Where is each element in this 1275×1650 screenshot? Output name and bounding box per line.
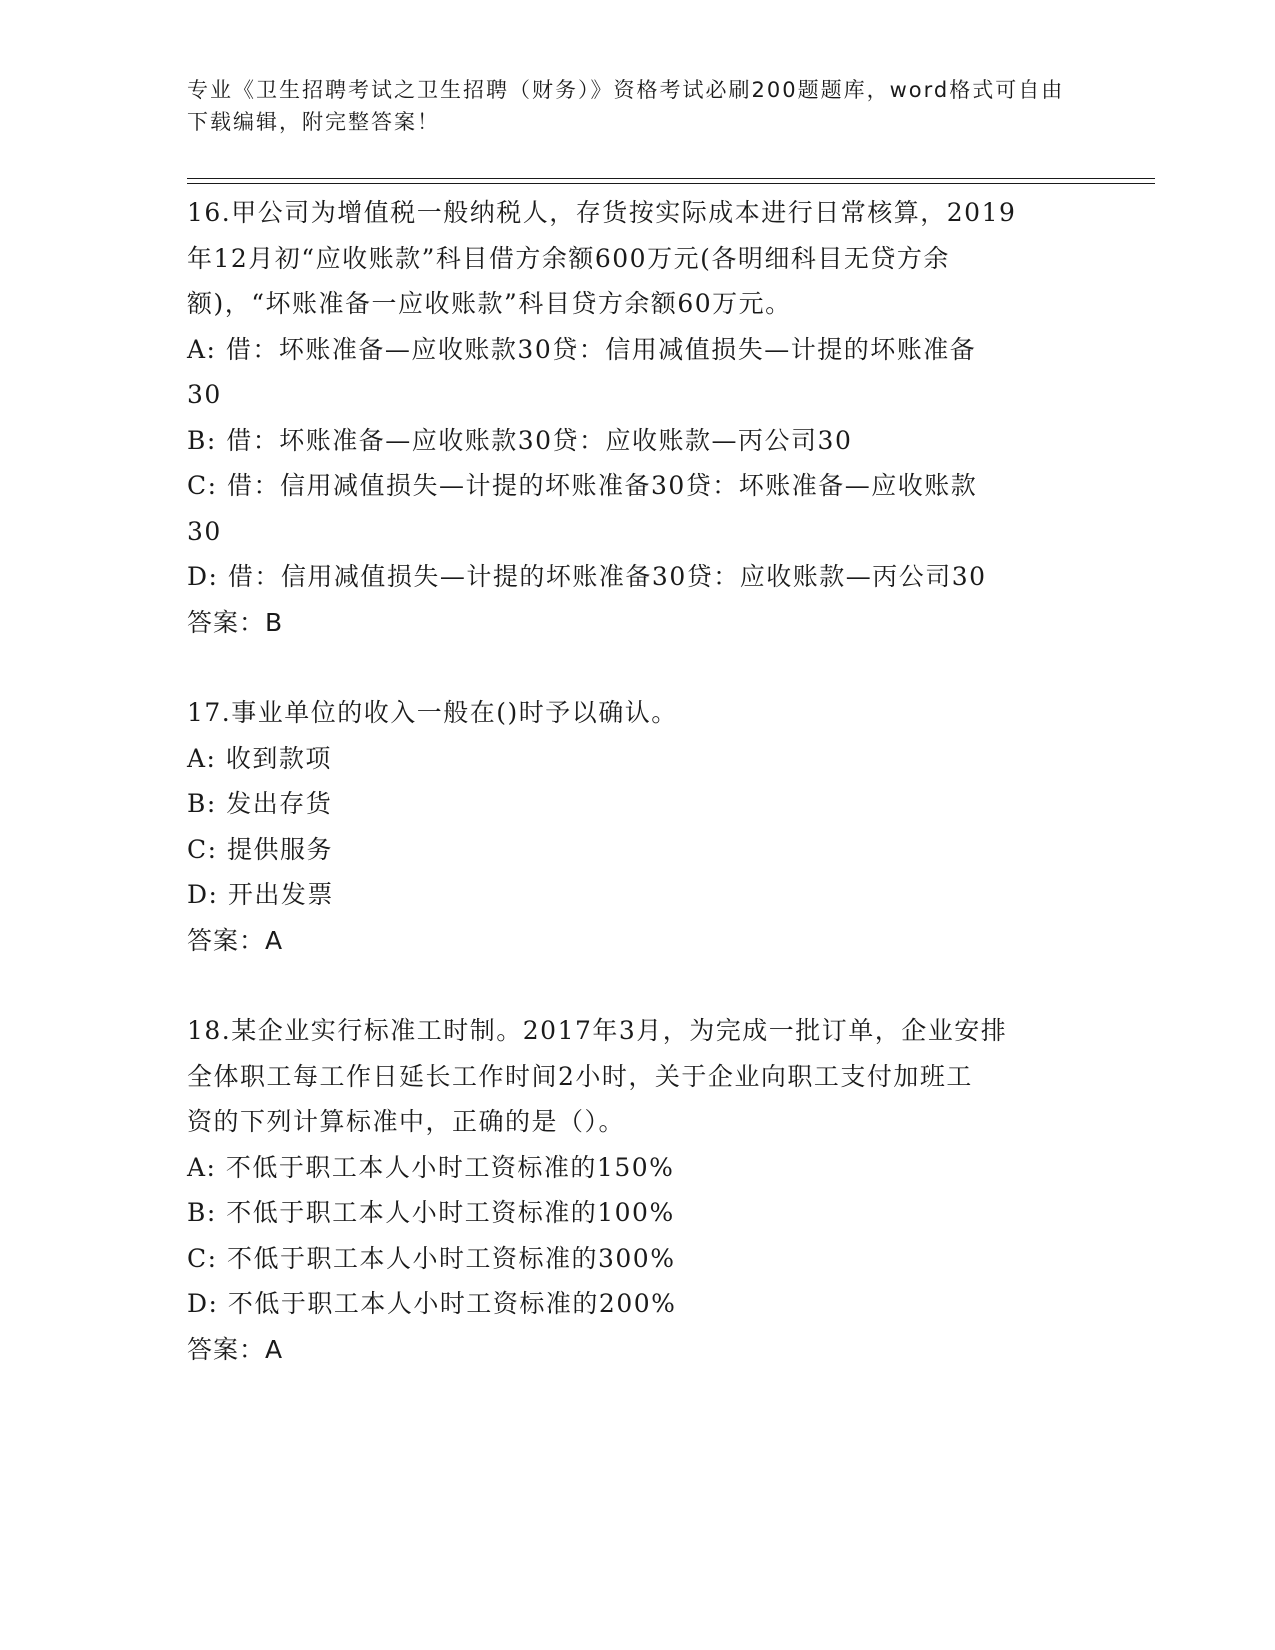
question-stem-line: 额)，“坏账准备一应收账款”科目贷方余额60万元。 [187,289,792,318]
option-line: A: 不低于职工本人小时工资标准的150% [187,1152,675,1182]
header-rule-double [187,183,1155,184]
option-line: A: 借：坏账准备—应收账款30贷：信用减值损失—计提的坏账准备 [187,334,977,364]
question-16 [187,190,1087,645]
question-spacer [187,963,1087,1008]
question-stem-line: 17.事业单位的收入一般在()时予以确认。 [187,698,678,727]
question-18 [187,1008,1087,1372]
question-stem-line: 18.某企业实行标准工时制。2017年3月，为完成一批订单，企业安排 [187,1016,1008,1045]
header-rule [187,178,1155,179]
answer-line: 答案：A [187,925,284,955]
option-line: 30 [187,516,222,546]
option-line: C: 提供服务 [187,834,333,864]
option-line: D: 借：信用减值损失—计提的坏账准备30贷：应收账款—丙公司30 [187,562,987,591]
option-line: 30 [187,380,222,409]
option-line: D: 开出发票 [187,880,334,909]
option-line: B: 发出存货 [187,789,333,818]
question-stem-line: 资的下列计算标准中，正确的是（）。 [187,1107,626,1136]
option-line: C: 不低于职工本人小时工资标准的300% [187,1243,676,1273]
option-line: A: 收到款项 [187,743,332,773]
option-line: C: 借：信用减值损失—计提的坏账准备30贷：坏账准备—应收账款 [187,471,978,500]
option-line: D: 不低于职工本人小时工资标准的200% [187,1289,677,1318]
question-list [187,190,1087,1372]
question-stem-line: 16.甲公司为增值税一般纳税人，存货按实际成本进行日常核算，2019 [187,198,1017,227]
page-header: 专业《卫生招聘考试之卫生招聘（财务）》资格考试必刷200题题库，word格式可自由下载编辑，附完整答案！ [187,78,1065,134]
answer-line: 答案：A [187,1334,284,1364]
answer-line: 答案：B [187,607,284,637]
question-17 [187,690,1087,963]
question-stem-line: 年12月初“应收账款”科目借方余额600万元(各明细科目无贷方余 [187,243,950,273]
question-spacer [187,645,1087,690]
option-line: B: 不低于职工本人小时工资标准的100% [187,1198,675,1227]
option-line: B: 借：坏账准备—应收账款30贷：应收账款—丙公司30 [187,425,853,455]
question-stem-line: 全体职工每工作日延长工作时间2小时，关于企业向职工支付加班工 [187,1061,973,1091]
